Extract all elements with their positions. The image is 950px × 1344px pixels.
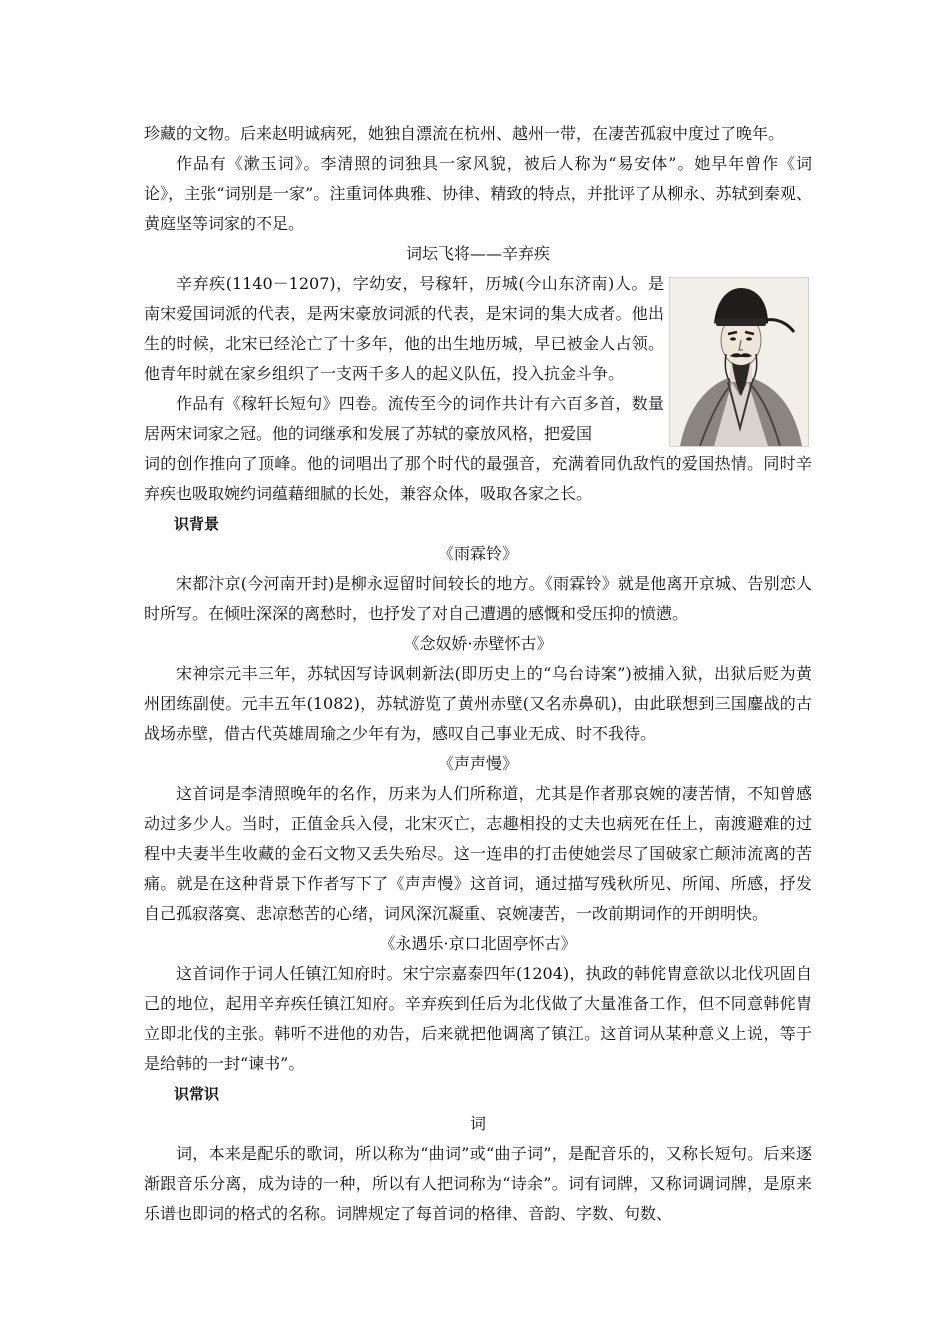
paragraph: 宋都汴京(今河南开封)是柳永逗留时间较长的地方。《雨霖铃》就是他离开京城、告别恋人时所写。在倾吐深深的离愁时，也抒发了对自己遭遇的感慨和受压抑的愤懑。 — [144, 574, 812, 623]
section-title: 《念奴娇·赤壁怀古》 — [403, 634, 553, 653]
section-title: 词 — [469, 1114, 486, 1133]
paragraph: 珍藏的文物。后来赵明诚病死，她独自漂流在杭州、越州一带，在凄苦孤寂中度过了晚年。 — [144, 124, 785, 143]
paragraph: 作品有《漱玉词》。李清照的词独具一家风貌，被后人称为“易安体”。她早年曾作《词论》，主张“词别是一家”。注重词体典雅、协律、精致的特点，并批评了从柳永、苏轼到秦观、黄庭坚等词家的不足。 — [144, 154, 812, 233]
section-title: 《永遇乐·京口北固亭怀古》 — [379, 934, 577, 953]
portrait-ink-painting-icon — [669, 277, 809, 447]
section-title: 《声声慢》 — [437, 754, 518, 773]
paragraph: 这首词是李清照晚年的名作，历来为人们所称道，尤其是作者那哀婉的凄苦情，不知曾感动过多少人。当时，正值金兵入侵，北宋灭亡，志趣相投的丈夫也病死在任上，南渡避难的过程中夫妻半生收藏的金石文物又丢失殆尽。这一连串的打击使她尝尽了国破家亡颠沛流离的苦痛。就是在这种背景下作者写下了《声声慢》这首词，通过描写残秋所见、所闻、所感，抒发自己孤寂落寞、悲凉愁苦的心绪，词风深沉凝重、哀婉凄苦，一改前期词作的开朗明快。 — [144, 784, 812, 923]
paragraph: 作品有《稼轩长短句》四卷。流传至今的词作共计有六百多首，数量居两宋词家之冠。他的词继承和发展了苏轼的豪放风格，把爱国 — [144, 394, 664, 443]
section-heading: 识常识 — [174, 1085, 220, 1103]
paragraph: 辛弃疾(1140－1207)，字幼安，号稼轩，历城(今山东济南)人。是南宋爱国词派的代表，是两宋豪放词派的代表，是宋词的集大成者。他出生的时候，北宋已经沦亡了十多年，他的出生地历城，早已被金人占领。他青年时就在家乡组织了一支两千多人的起义队伍，投入抗金斗争。 — [144, 274, 664, 383]
portrait-drawing — [670, 278, 808, 446]
section-heading: 识背景 — [174, 515, 220, 533]
section-title: 《雨霖铃》 — [437, 544, 518, 563]
paragraph: 词的创作推向了顶峰。他的词唱出了那个时代的最强音，充满着同仇敌忾的爱国热情。同时辛弃疾也吸取婉约词蕴藉细腻的长处，兼容众体，吸取各家之长。 — [144, 454, 812, 503]
paragraph: 宋神宗元丰三年，苏轼因写诗讽刺新法(即历史上的“乌台诗案”)被捕入狱，出狱后贬为黄州团练副使。元丰五年(1082)，苏轼游览了黄州赤壁(又名赤鼻矶)，由此联想到三国鏖战的古战场赤壁，借古代英雄周瑜之少年有为，感叹自己事业无成、时不我待。 — [144, 664, 812, 743]
section-title: 词坛飞将——辛弃疾 — [405, 244, 550, 263]
text-wrap-column — [144, 269, 664, 449]
paragraph: 词，本来是配乐的歌词，所以称为“曲词”或“曲子词”，是配音乐的，又称长短句。后来逐渐跟音乐分离，成为诗的一种，所以有人把词称为“诗余”。词有词牌，又称词调词牌，是原来乐谱也即词的格式的名称。词牌规定了每首词的格律、音韵、字数、句数、 — [144, 1144, 812, 1223]
paragraph: 这首词作于词人任镇江知府时。宋宁宗嘉泰四年(1204)，执政的韩侂胄意欲以北伐巩固自己的地位，起用辛弃疾任镇江知府。辛弃疾到任后为北伐做了大量准备工作，但不同意韩侂胄立即北伐的主张。韩听不进他的劝告，后来就把他调离了镇江。这首词从某种意义上说，等于是给韩的一封“谏书”。 — [144, 964, 812, 1073]
